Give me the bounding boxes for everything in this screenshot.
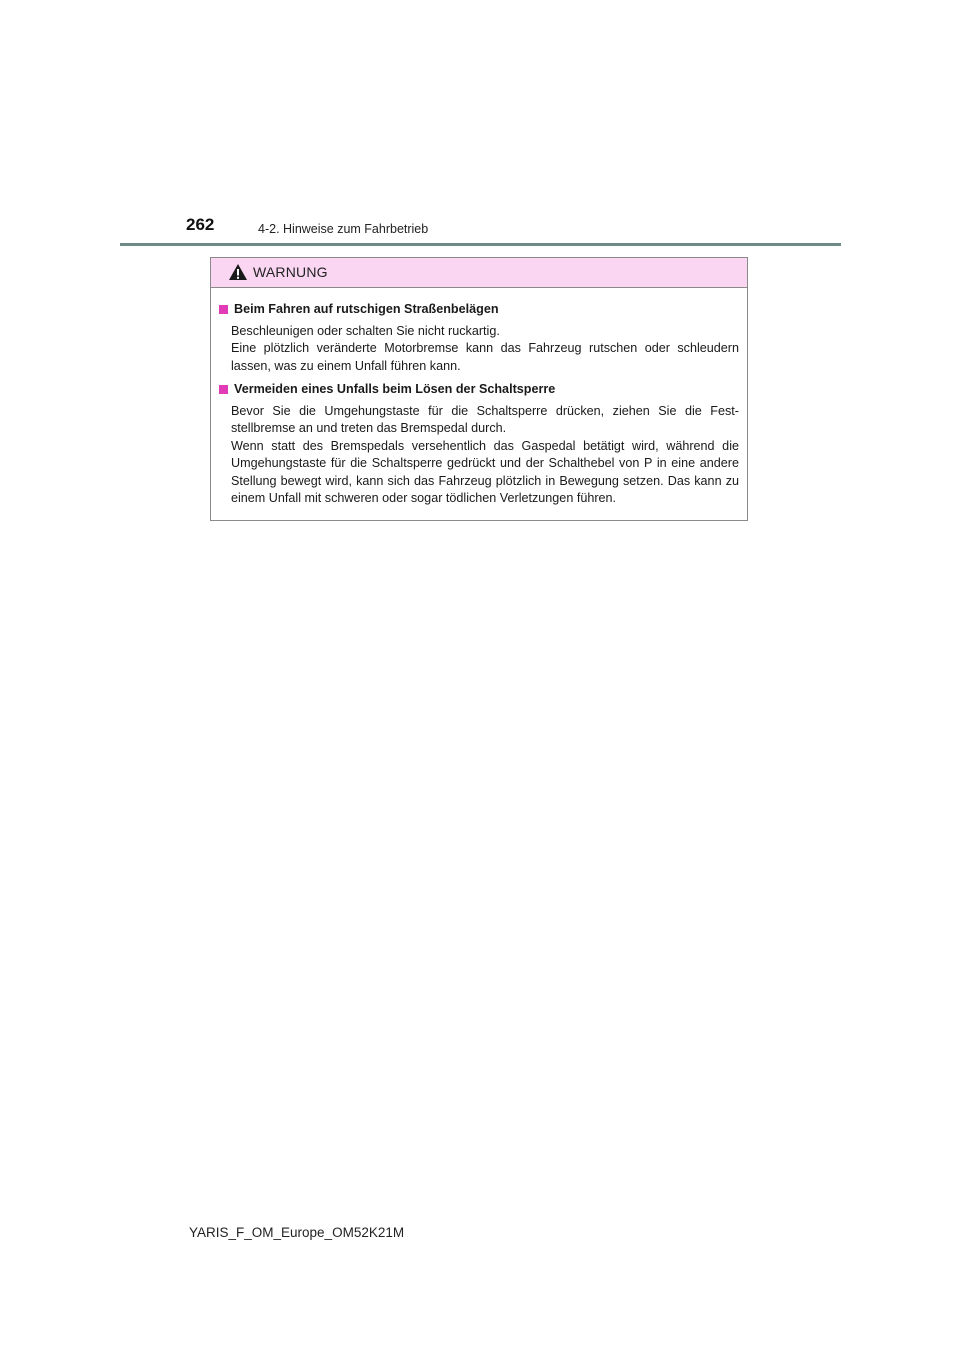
- warning-header: [211, 258, 747, 288]
- item-heading-text: Vermeiden eines Unfalls beim Lösen der Schaltsperre: [234, 382, 556, 396]
- warning-label: WARNUNG: [253, 264, 328, 280]
- item-heading: [219, 301, 739, 319]
- warning-box: [210, 257, 748, 521]
- item-paragraph: Beschleunigen oder schalten Sie nicht ruckartig.: [231, 323, 500, 338]
- bullet-square-icon: [219, 385, 228, 394]
- warning-item: [219, 381, 739, 508]
- bullet-square-icon: [219, 305, 228, 314]
- item-text: [219, 403, 739, 508]
- item-heading-text: Beim Fahren auf rutschigen Straßenbelägen: [234, 302, 499, 316]
- item-paragraph: Bevor Sie die Umgehungstaste für die Schaltsperre drücken, ziehen Sie die Feststellbremse an und treten das Bremspedal durch.: [231, 403, 739, 435]
- item-paragraph: Eine plötzlich veränderte Motorbremse kann das Fahrzeug rutschen oder schleudern lassen, was zu einem Unfall führen kann.: [231, 341, 739, 373]
- page-number: 262: [186, 215, 215, 234]
- item-paragraph: Wenn statt des Bremspedals versehentlich das Gaspedal betätigt wird, während die Umgehungstaste für die Schaltsperre gedrückt und der Schalthebel von P in eine andere Stellung bewegt wird, kann sich das Fahrzeug plötzlich in Bewegung setzen. Das kann zu einem Unfall mit schweren oder sogar tödlichen Verletzungen führen.: [231, 438, 739, 505]
- warning-triangle-icon: [228, 263, 248, 281]
- item-text: [219, 323, 739, 376]
- warning-item: [219, 301, 739, 375]
- section-title: 4-2. Hinweise zum Fahrbetrieb: [258, 222, 429, 236]
- item-heading: [219, 381, 739, 399]
- footer-document-code: YARIS_F_OM_Europe_OM52K21M: [189, 1225, 405, 1240]
- warning-body: [211, 288, 747, 508]
- header-rule: [120, 243, 841, 246]
